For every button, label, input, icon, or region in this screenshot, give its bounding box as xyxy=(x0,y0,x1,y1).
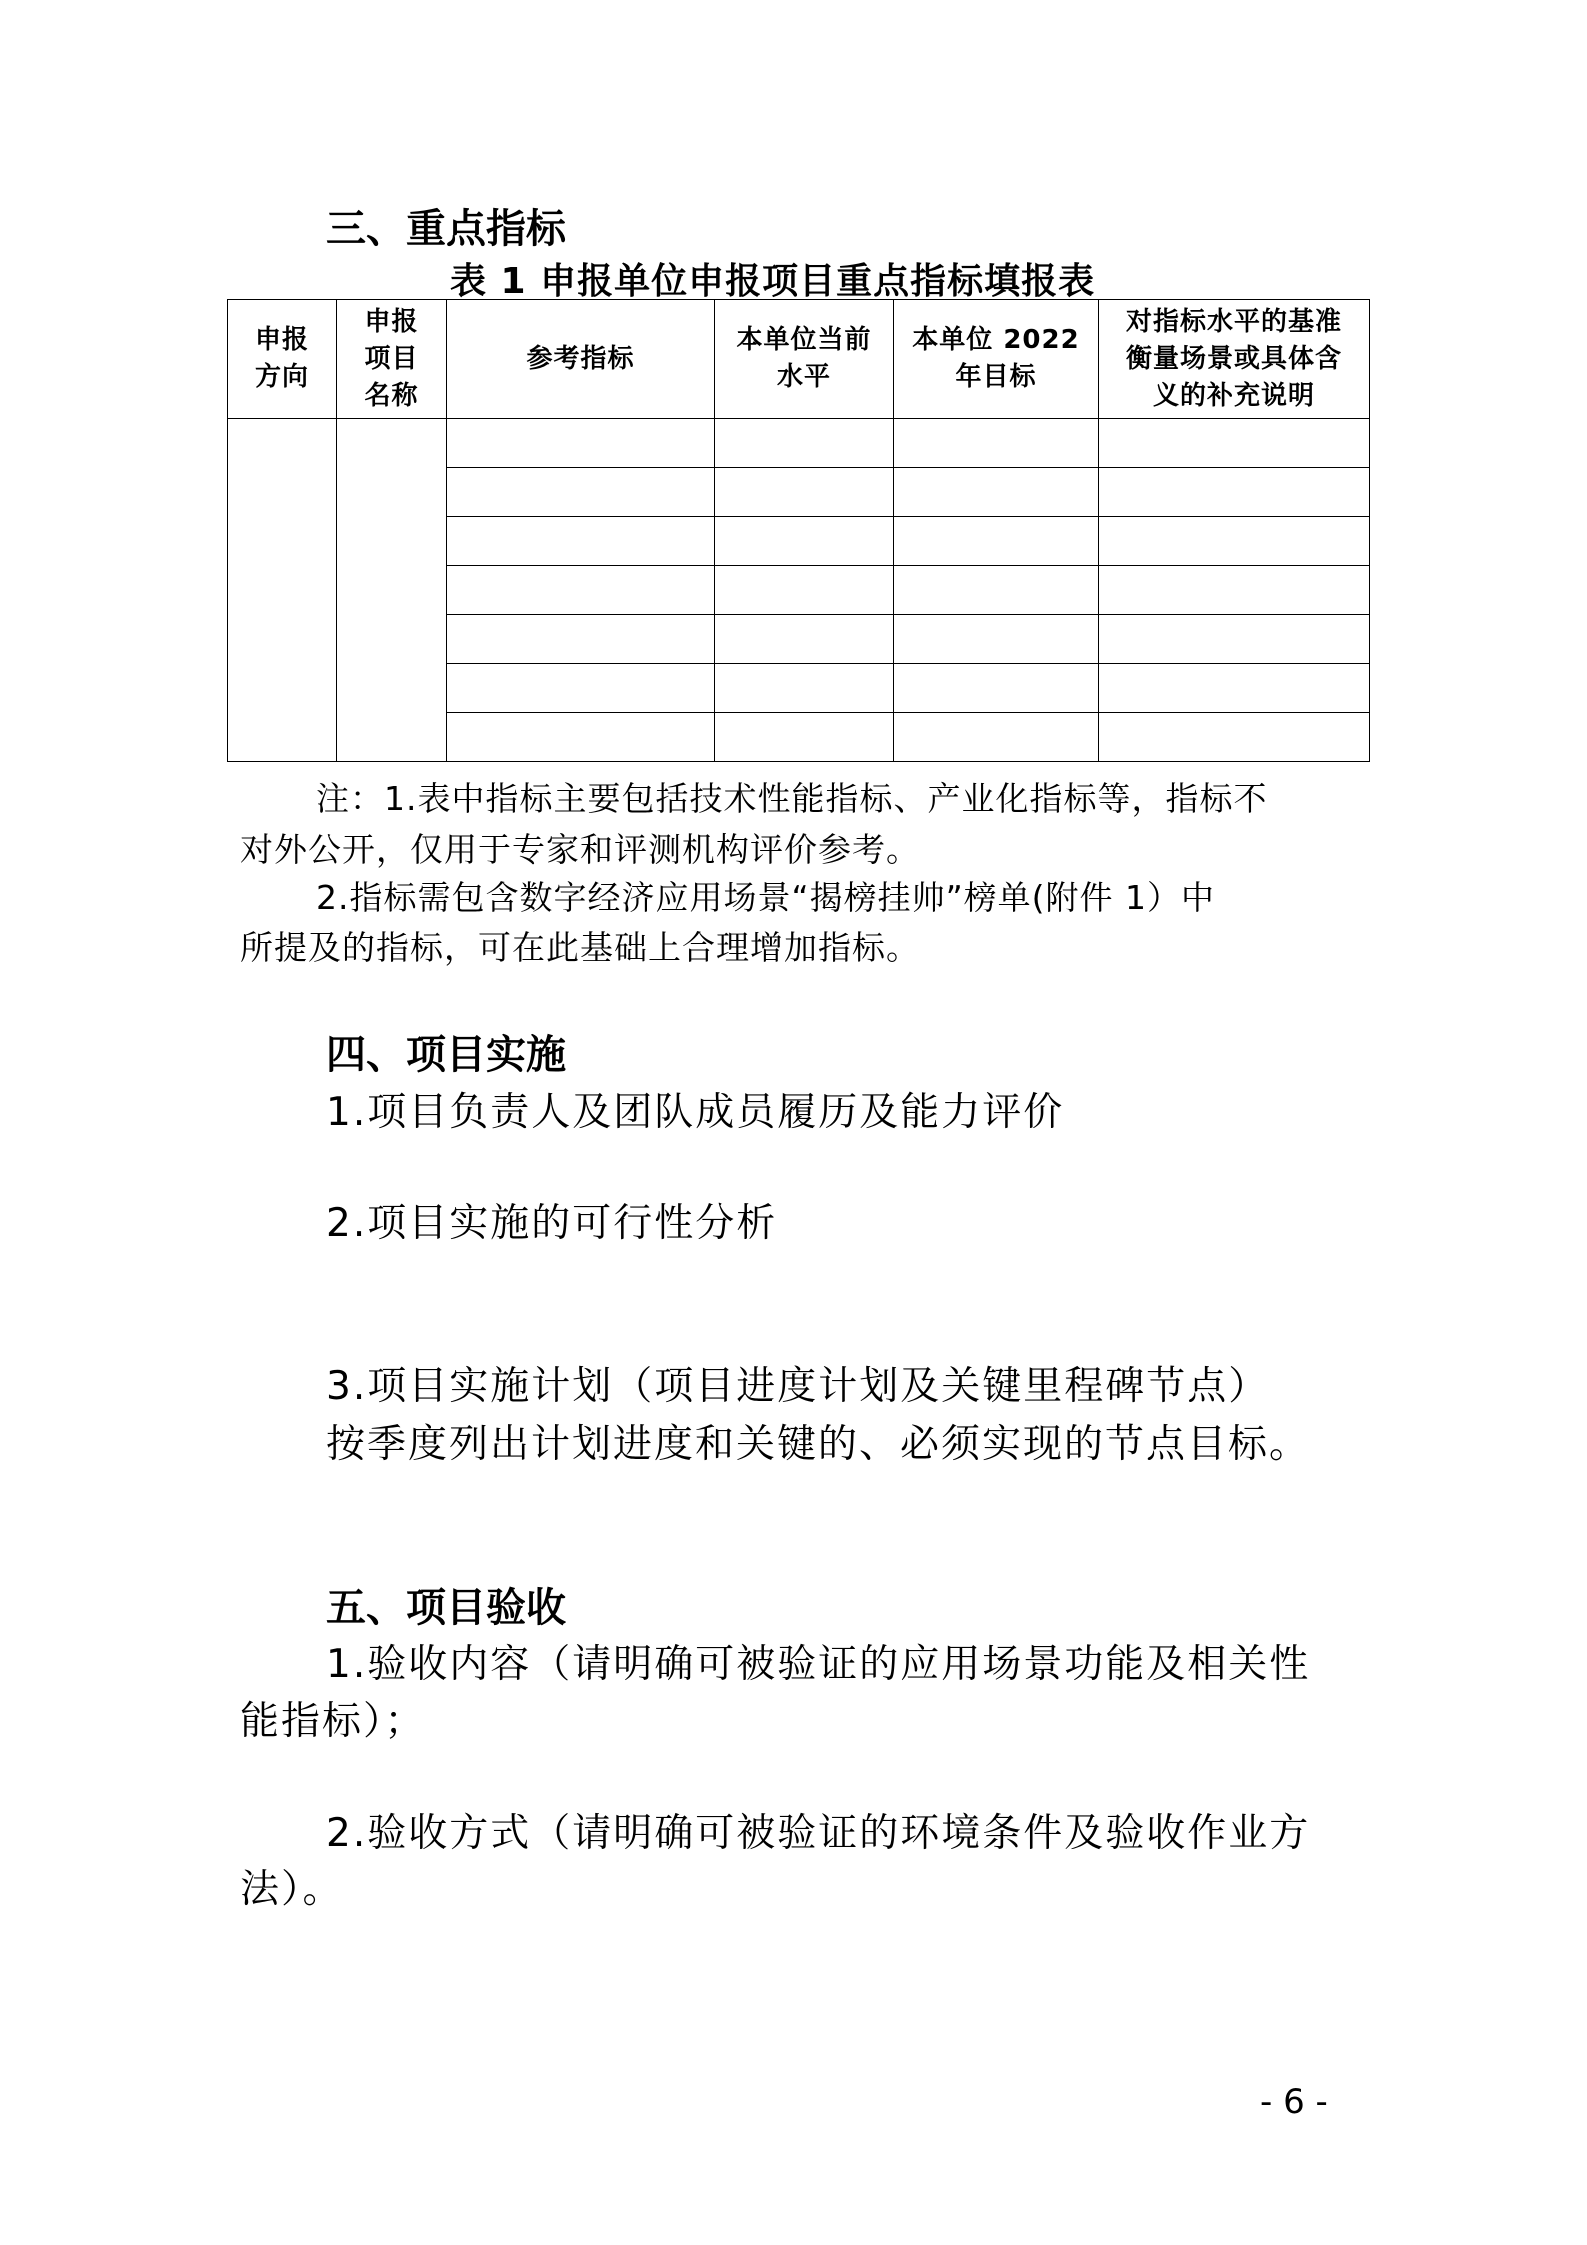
note-line-4: 所提及的指标，可在此基础上合理增加指标。 xyxy=(240,928,920,967)
table-cell[interactable] xyxy=(447,566,715,615)
table-cell[interactable] xyxy=(715,517,894,566)
header-reference-indicator: 参考指标 xyxy=(447,300,715,419)
project-name-cell[interactable] xyxy=(337,419,447,762)
section-4-heading: 四、项目实施 xyxy=(326,1032,566,1078)
table-cell[interactable] xyxy=(715,615,894,664)
table-cell[interactable] xyxy=(1099,468,1370,517)
table-cell[interactable] xyxy=(715,713,894,762)
section-4-item-1: 1.项目负责人及团队成员履历及能力评价 xyxy=(326,1090,1065,1135)
table-cell[interactable] xyxy=(1099,566,1370,615)
section-5-item-2-line-1: 2.验收方式（请明确可被验证的环境条件及验收作业方 xyxy=(326,1811,1311,1856)
page-number: - 6 - xyxy=(1260,2082,1328,2122)
section-4-item-3-desc: 按季度列出计划进度和关键的、必须实现的节点目标。 xyxy=(326,1422,1311,1467)
section-5-item-1-line-2: 能指标）； xyxy=(240,1699,426,1744)
table-header-row xyxy=(228,300,1370,419)
section-4-item-3: 3.项目实施计划（项目进度计划及关键里程碑节点） xyxy=(326,1364,1270,1409)
table-cell[interactable] xyxy=(894,566,1099,615)
table-cell[interactable] xyxy=(447,615,715,664)
header-supplementary-note: 对指标水平的基准 衡量场景或具体含 义的补充说明 xyxy=(1099,300,1370,419)
note-line-3: 2.指标需包含数字经济应用场景“揭榜挂帅”榜单(附件 1）中 xyxy=(316,878,1216,917)
table-cell[interactable] xyxy=(894,517,1099,566)
section-5-item-2-line-2: 法）。 xyxy=(240,1867,344,1912)
section-5-heading: 五、项目验收 xyxy=(326,1585,566,1631)
section-5-item-1-line-1: 1.验收内容（请明确可被验证的应用场景功能及相关性 xyxy=(326,1642,1311,1687)
table-cell[interactable] xyxy=(894,664,1099,713)
table-1-caption: 表 1 申报单位申报项目重点指标填报表 xyxy=(450,261,1096,302)
header-current-level: 本单位当前 水平 xyxy=(715,300,894,419)
table-cell[interactable] xyxy=(715,468,894,517)
direction-cell[interactable] xyxy=(228,419,337,762)
header-2022-target: 本单位 2022 年目标 xyxy=(894,300,1099,419)
note-line-1: 注：1.表中指标主要包括技术性能指标、产业化指标等，指标不 xyxy=(316,779,1268,818)
note-line-2: 对外公开，仅用于专家和评测机构评价参考。 xyxy=(240,830,920,869)
table-cell[interactable] xyxy=(447,517,715,566)
table-cell[interactable] xyxy=(1099,517,1370,566)
table-cell[interactable] xyxy=(447,664,715,713)
table-cell[interactable] xyxy=(1099,713,1370,762)
table-cell[interactable] xyxy=(894,468,1099,517)
table-cell[interactable] xyxy=(1099,419,1370,468)
table-cell[interactable] xyxy=(447,419,715,468)
table-cell[interactable] xyxy=(894,713,1099,762)
table-cell[interactable] xyxy=(715,664,894,713)
header-direction: 申报 方向 xyxy=(228,300,337,419)
table-cell[interactable] xyxy=(715,419,894,468)
table-cell[interactable] xyxy=(715,566,894,615)
table-cell[interactable] xyxy=(1099,615,1370,664)
section-3-heading: 三、重点指标 xyxy=(326,206,566,252)
table-cell[interactable] xyxy=(894,615,1099,664)
indicator-table xyxy=(227,299,1370,762)
table-cell[interactable] xyxy=(894,419,1099,468)
table-row xyxy=(228,419,1370,468)
table-cell[interactable] xyxy=(447,468,715,517)
header-project-name: 申报 项目 名称 xyxy=(337,300,447,419)
section-4-item-2: 2.项目实施的可行性分析 xyxy=(326,1201,778,1246)
table-cell[interactable] xyxy=(1099,664,1370,713)
table-cell[interactable] xyxy=(447,713,715,762)
